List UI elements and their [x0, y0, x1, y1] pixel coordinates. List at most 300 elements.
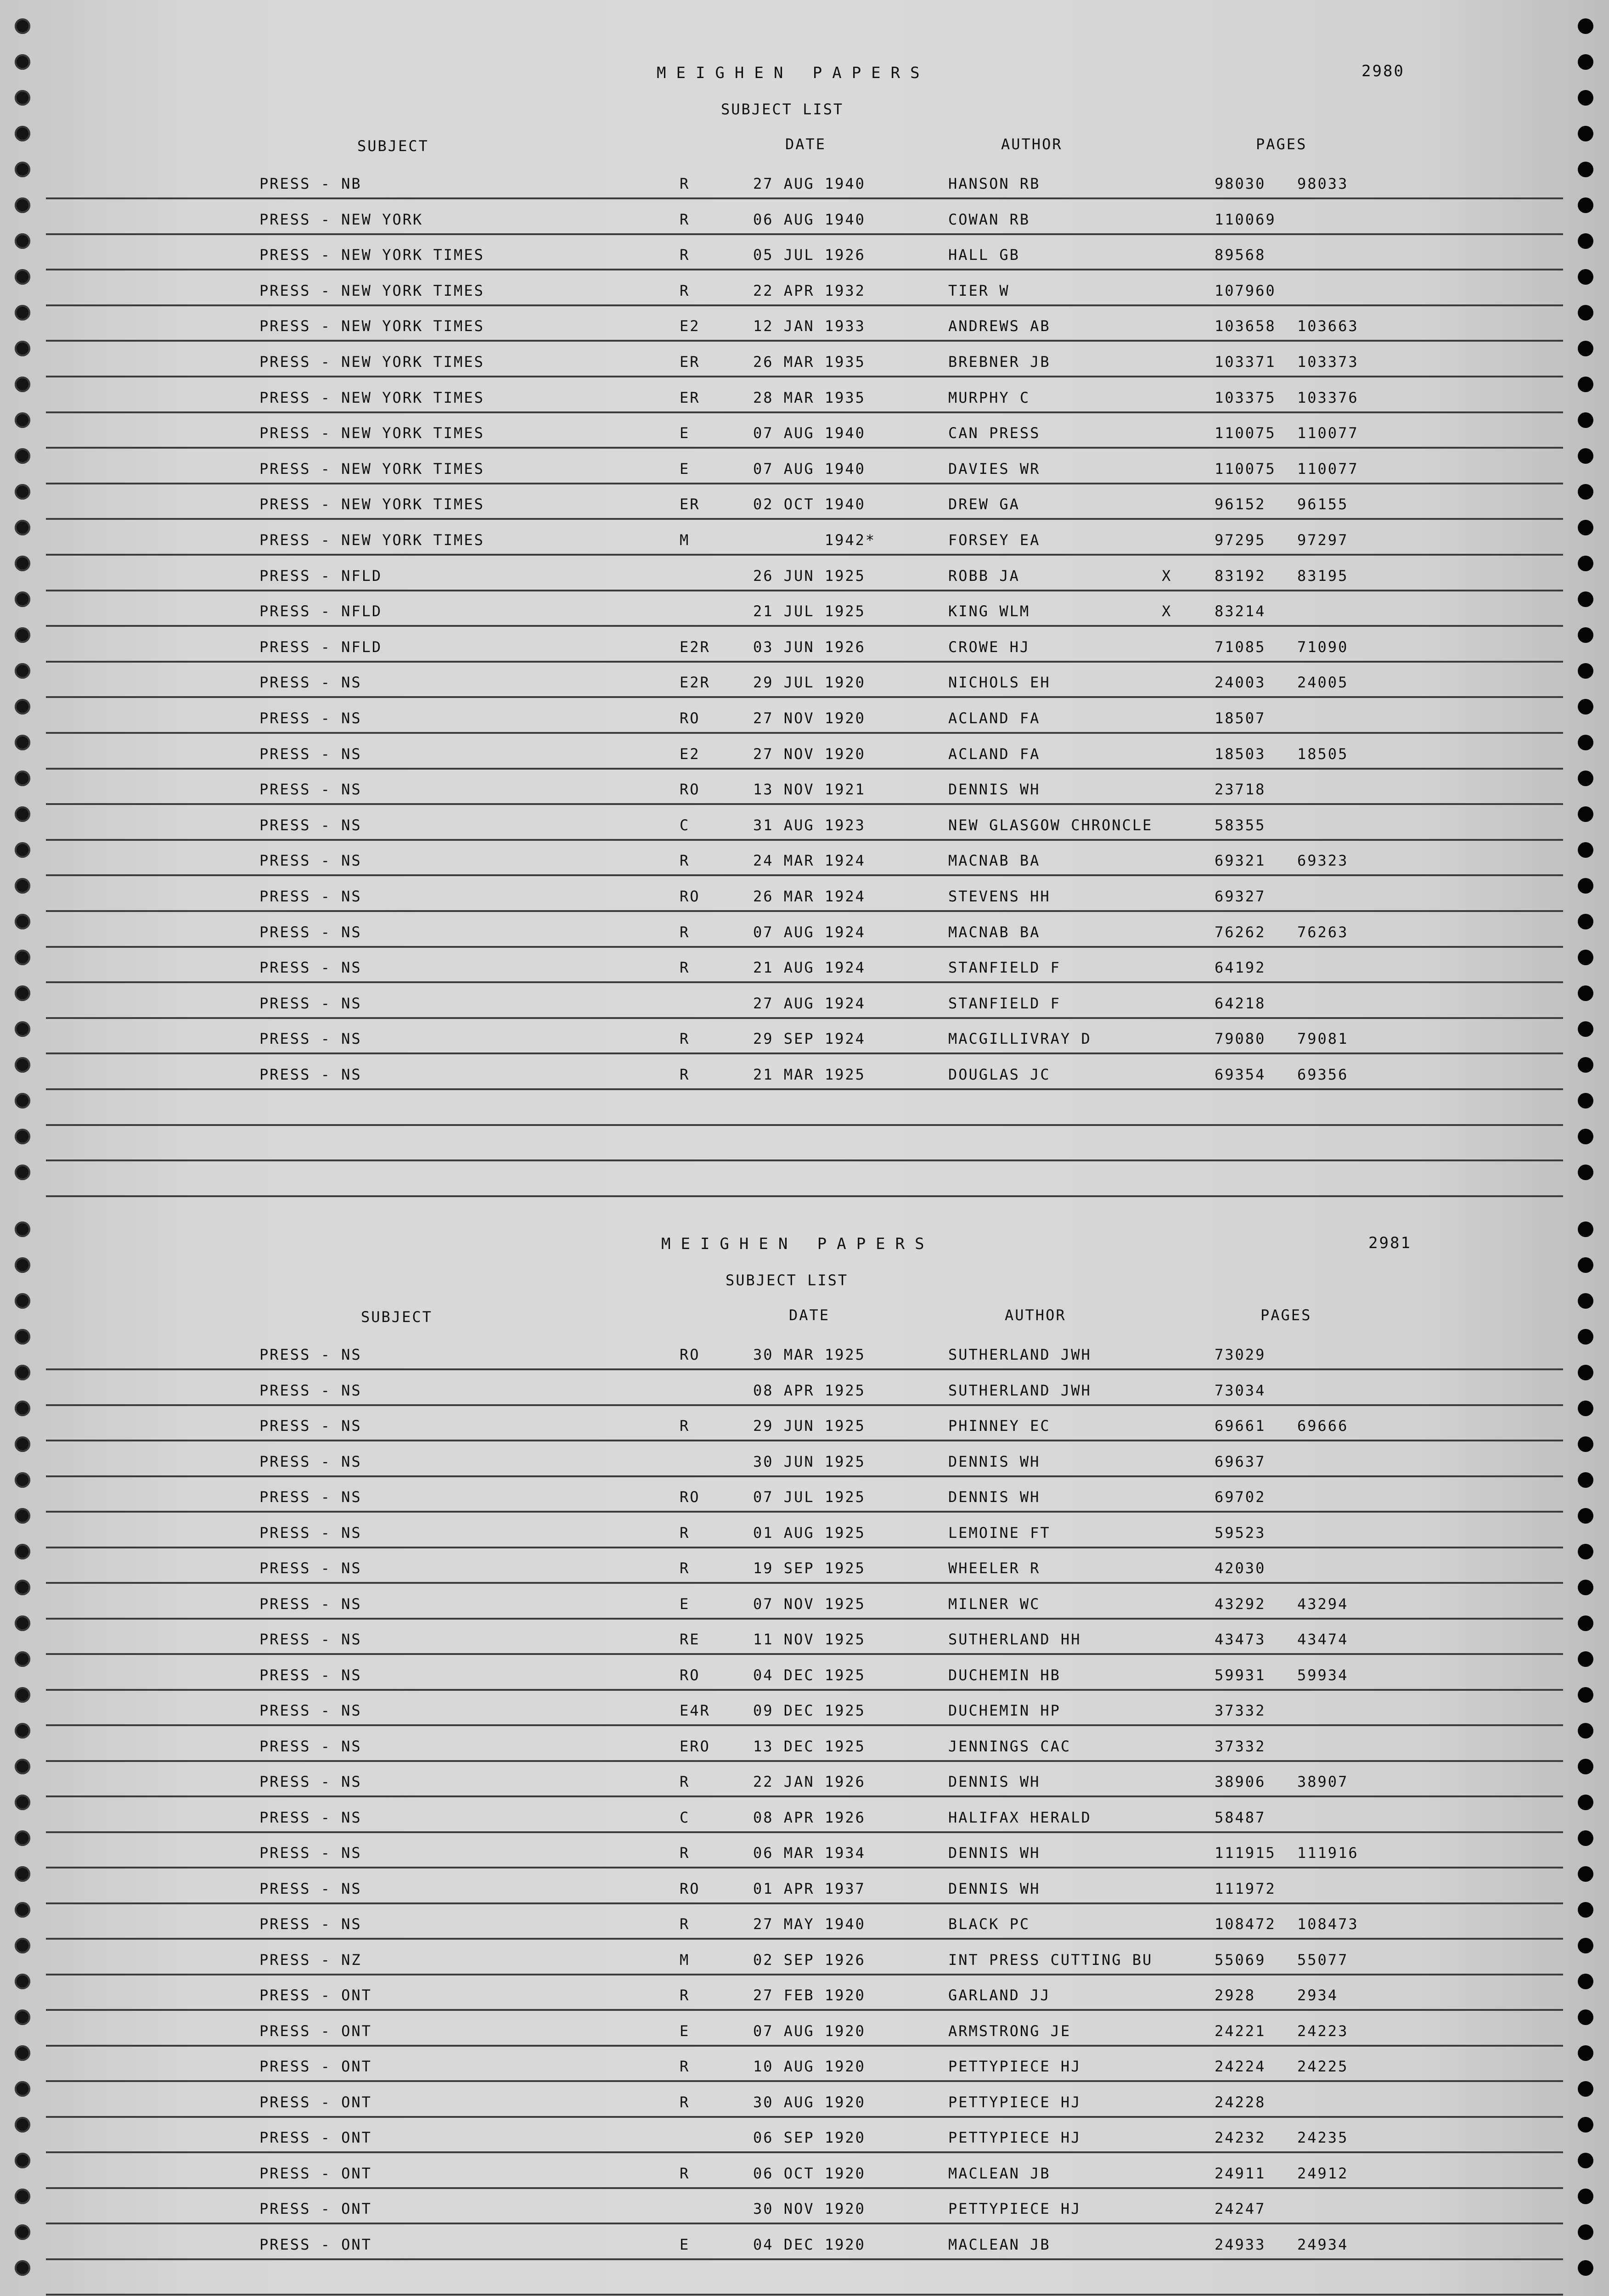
row-page-start: 24221: [1215, 2022, 1266, 2040]
row-author: MACNAB BA: [948, 923, 1041, 941]
row-page-start: 103371: [1215, 353, 1276, 371]
table-row: [0, 2057, 1609, 2093]
row-page-start: 103375: [1215, 388, 1276, 406]
row-subject: PRESS - NS: [259, 1844, 362, 1862]
row-subject: PRESS - NS: [259, 888, 362, 905]
row-author: PETTYPIECE HJ: [948, 2093, 1081, 2111]
row-rule-line: [46, 2066, 1563, 2082]
row-rule-line: [46, 754, 1563, 770]
row-subject: PRESS - NS: [259, 1452, 362, 1470]
row-subject: PRESS - NS: [259, 816, 362, 834]
row-date: 21 MAR 1925: [753, 1066, 866, 1083]
table-row: [0, 424, 1609, 460]
row-page-end: 69666: [1297, 1417, 1349, 1435]
row-subject: PRESS - ONT: [259, 2129, 372, 2146]
empty-rule-line: [46, 1182, 1563, 1197]
row-page-start: 69637: [1215, 1452, 1266, 1470]
row-page-end: 98033: [1297, 175, 1349, 192]
row-type-code: R: [680, 210, 690, 228]
table-row: [0, 2164, 1609, 2200]
row-subject: PRESS - NS: [259, 1666, 362, 1684]
table-row: [0, 531, 1609, 567]
table-row: [0, 460, 1609, 495]
sheet-2981: [0, 1203, 1609, 2296]
row-rule-line: [46, 789, 1563, 805]
row-page-start: 110075: [1215, 460, 1276, 478]
row-subject: PRESS - NEW YORK TIMES: [259, 353, 484, 371]
table-row: [0, 638, 1609, 674]
row-rule-line: [46, 1039, 1563, 1054]
row-author: INT PRESS CUTTING BU: [948, 1951, 1153, 1969]
row-rule-line: [46, 1075, 1563, 1090]
row-subject: PRESS - NS: [259, 1702, 362, 1719]
row-date: 29 SEP 1924: [753, 1030, 866, 1048]
row-page-start: 18507: [1215, 709, 1266, 727]
row-type-code: E: [680, 2022, 690, 2040]
row-page-end: 71090: [1297, 638, 1349, 656]
row-date: 13 DEC 1925: [753, 1737, 866, 1755]
table-row: [0, 851, 1609, 887]
row-page-start: 111972: [1215, 1880, 1276, 1897]
row-subject: PRESS - NS: [259, 1631, 362, 1648]
subject-list-rows: [0, 1203, 1609, 2296]
row-page-start: 76262: [1215, 923, 1266, 941]
row-subject: PRESS - NEW YORK TIMES: [259, 460, 484, 478]
row-page-start: 73034: [1215, 1381, 1266, 1399]
row-type-code: E: [680, 1595, 690, 1613]
table-row: [0, 1030, 1609, 1065]
row-date: 29 JUN 1925: [753, 1417, 866, 1435]
row-page-end: 111916: [1297, 1844, 1359, 1862]
table-row: [0, 1381, 1609, 1417]
row-subject: PRESS - NS: [259, 852, 362, 870]
row-date: 13 NOV 1921: [753, 781, 866, 799]
row-type-code: RO: [680, 1880, 700, 1897]
row-rule-line: [46, 1924, 1563, 1940]
row-subject: PRESS - ONT: [259, 2164, 372, 2182]
table-row: [0, 1417, 1609, 1452]
row-rule-line: [46, 2031, 1563, 2047]
table-row: [0, 745, 1609, 781]
row-type-code: R: [680, 1524, 690, 1542]
row-author: TIER W: [948, 281, 1010, 299]
table-row: [0, 602, 1609, 638]
row-date: 22 JAN 1926: [753, 1773, 866, 1790]
row-date: 27 AUG 1924: [753, 994, 866, 1012]
row-type-code: R: [680, 1915, 690, 1933]
row-type-code: R: [680, 246, 690, 264]
row-subject: PRESS - NS: [259, 1524, 362, 1542]
row-type-code: R: [680, 2058, 690, 2075]
table-row: [0, 816, 1609, 852]
row-rule-line: [46, 1995, 1563, 2011]
row-rule-line: [46, 1853, 1563, 1868]
row-type-code: C: [680, 1808, 690, 1826]
row-rule-line: [46, 611, 1563, 627]
row-rule-line: [46, 219, 1563, 235]
row-date: 30 NOV 1920: [753, 2200, 866, 2217]
row-type-code: RO: [680, 1666, 700, 1684]
row-subject: PRESS - NS: [259, 1737, 362, 1755]
row-page-end: 2934: [1297, 1986, 1339, 2004]
row-date: 27 AUG 1940: [753, 175, 866, 192]
row-rule-line: [46, 647, 1563, 663]
row-page-end: 18505: [1297, 745, 1349, 763]
row-rule-line: [46, 1711, 1563, 1726]
column-header-author: AUTHOR: [1005, 1306, 1066, 1324]
table-row: [0, 1630, 1609, 1666]
row-author: HANSON RB: [948, 175, 1041, 192]
row-rule-line: [46, 1355, 1563, 1370]
row-date: 29 JUL 1920: [753, 674, 866, 692]
row-date: 26 MAR 1924: [753, 888, 866, 905]
row-page-end: 83195: [1297, 567, 1349, 585]
row-author: ACLAND FA: [948, 709, 1041, 727]
row-type-code: R: [680, 2164, 690, 2182]
row-rule-line: [46, 291, 1563, 306]
row-date: 1942*: [753, 531, 876, 549]
row-type-code: RE: [680, 1631, 700, 1648]
row-rule-line: [46, 932, 1563, 948]
row-page-start: 69354: [1215, 1066, 1266, 1083]
row-date: 07 AUG 1940: [753, 424, 866, 442]
row-rule-line: [46, 469, 1563, 484]
row-page-start: 83192: [1215, 567, 1266, 585]
table-row: [0, 1915, 1609, 1951]
row-date: 27 MAY 1940: [753, 1915, 866, 1933]
row-page-end: 24223: [1297, 2022, 1349, 2040]
row-type-code: E2R: [680, 638, 710, 656]
row-author: MILNER WC: [948, 1595, 1041, 1613]
row-author: ANDREWS AB: [948, 317, 1051, 335]
row-page-start: 42030: [1215, 1559, 1266, 1577]
row-page-start: 24003: [1215, 674, 1266, 692]
row-date: 09 DEC 1925: [753, 1702, 866, 1719]
row-type-code: R: [680, 1030, 690, 1048]
table-row: [0, 495, 1609, 531]
row-subject: PRESS - NS: [259, 1880, 362, 1897]
row-page-start: 58487: [1215, 1808, 1266, 1826]
row-date: 26 JUN 1925: [753, 567, 866, 585]
row-author: DAVIES WR: [948, 460, 1041, 478]
row-page-start: 43292: [1215, 1595, 1266, 1613]
row-subject: PRESS - ONT: [259, 2022, 372, 2040]
column-header-subject: SUBJECT: [357, 137, 429, 155]
row-page-end: 59934: [1297, 1666, 1349, 1684]
table-row: [0, 1880, 1609, 1915]
row-rule-line: [46, 1746, 1563, 1762]
row-page-start: 59523: [1215, 1524, 1266, 1542]
table-row: [0, 1773, 1609, 1808]
row-page-end: 38907: [1297, 1773, 1349, 1790]
row-author: COWAN RB: [948, 210, 1030, 228]
row-type-code: R: [680, 2093, 690, 2111]
row-page-start: 110069: [1215, 210, 1276, 228]
row-subject: PRESS - NEW YORK TIMES: [259, 531, 484, 549]
row-page-start: 107960: [1215, 281, 1276, 299]
row-subject: PRESS - NS: [259, 745, 362, 763]
row-rule-line: [46, 398, 1563, 413]
table-row: [0, 1844, 1609, 1880]
row-type-code: ERO: [680, 1737, 710, 1755]
row-type-code: M: [680, 531, 690, 549]
row-type-code: R: [680, 1844, 690, 1862]
row-page-start: 69661: [1215, 1417, 1266, 1435]
table-row: [0, 1951, 1609, 1986]
row-author: PETTYPIECE HJ: [948, 2058, 1081, 2075]
row-date: 07 AUG 1924: [753, 923, 866, 941]
row-type-code: RO: [680, 1346, 700, 1363]
row-page-end: 69323: [1297, 852, 1349, 870]
table-row: [0, 994, 1609, 1030]
row-author: MACLEAN JB: [948, 2164, 1051, 2182]
row-rule-line: [46, 1390, 1563, 1406]
row-date: 01 APR 1937: [753, 1880, 866, 1897]
row-author: MACLEAN JB: [948, 2235, 1051, 2253]
row-date: 07 AUG 1920: [753, 2022, 866, 2040]
row-date: 08 APR 1925: [753, 1381, 866, 1399]
row-subject: PRESS - NB: [259, 175, 362, 192]
row-type-code: R: [680, 1986, 690, 2004]
row-rule-line: [46, 2173, 1563, 2189]
row-page-start: 38906: [1215, 1773, 1266, 1790]
row-page-end: 24235: [1297, 2129, 1349, 2146]
sheet-title: MEIGHEN PAPERS: [657, 64, 930, 82]
row-type-code: RO: [680, 888, 700, 905]
row-subject: PRESS - NZ: [259, 1951, 362, 1969]
row-page-start: 37332: [1215, 1702, 1266, 1719]
row-author: DENNIS WH: [948, 1880, 1041, 1897]
row-author: SUTHERLAND JWH: [948, 1346, 1091, 1363]
row-type-code: ER: [680, 353, 700, 371]
table-row: [0, 1595, 1609, 1631]
row-author: MACGILLIVRAY D: [948, 1030, 1091, 1048]
row-page-start: 24228: [1215, 2093, 1266, 2111]
row-subject: PRESS - ONT: [259, 1986, 372, 2004]
row-rule-line: [46, 1003, 1563, 1019]
row-page-start: 55069: [1215, 1951, 1266, 1969]
row-subject: PRESS - NS: [259, 959, 362, 977]
row-rule-line: [46, 1497, 1563, 1513]
column-header-pages: PAGES: [1256, 135, 1307, 153]
row-date: 08 APR 1926: [753, 1808, 866, 1826]
row-author: DUCHEMIN HP: [948, 1702, 1061, 1719]
row-author: PETTYPIECE HJ: [948, 2129, 1081, 2146]
row-subject: PRESS - NEW YORK TIMES: [259, 281, 484, 299]
row-page-start: 24224: [1215, 2058, 1266, 2075]
row-page-start: 110075: [1215, 424, 1276, 442]
table-row: [0, 2128, 1609, 2164]
row-author: LEMOINE FT: [948, 1524, 1051, 1542]
table-row: [0, 1737, 1609, 1773]
row-author: DREW GA: [948, 495, 1020, 513]
row-rule-line: [46, 1889, 1563, 1904]
row-page-start: 58355: [1215, 816, 1266, 834]
row-page-start: 43473: [1215, 1631, 1266, 1648]
row-date: 06 MAR 1934: [753, 1844, 866, 1862]
row-author: DOUGLAS JC: [948, 1066, 1051, 1083]
row-page-end: 110077: [1297, 424, 1359, 442]
row-subject: PRESS - NS: [259, 1808, 362, 1826]
row-date: 01 AUG 1925: [753, 1524, 866, 1542]
row-type-code: R: [680, 1066, 690, 1083]
row-x-mark: X: [1162, 602, 1172, 620]
row-subject: PRESS - NEW YORK TIMES: [259, 246, 484, 264]
row-type-code: ER: [680, 388, 700, 406]
row-rule-line: [46, 896, 1563, 912]
row-date: 02 OCT 1940: [753, 495, 866, 513]
row-type-code: R: [680, 175, 690, 192]
row-subject: PRESS - ONT: [259, 2058, 372, 2075]
row-author: GARLAND JJ: [948, 1986, 1051, 2004]
table-row: [0, 673, 1609, 709]
row-rule-line: [46, 2245, 1563, 2260]
row-page-start: 108472: [1215, 1915, 1276, 1933]
row-page-start: 24232: [1215, 2129, 1266, 2146]
row-rule-line: [46, 1533, 1563, 1548]
row-page-start: 98030: [1215, 175, 1266, 192]
row-type-code: E2: [680, 317, 700, 335]
empty-rule-line: [46, 1146, 1563, 1161]
row-author: PETTYPIECE HJ: [948, 2200, 1081, 2217]
table-row: [0, 887, 1609, 923]
row-type-code: E2R: [680, 674, 710, 692]
row-type-code: R: [680, 959, 690, 977]
row-date: 27 FEB 1920: [753, 1986, 866, 2004]
row-rule-line: [46, 184, 1563, 199]
row-type-code: RO: [680, 709, 700, 727]
table-row: [0, 1065, 1609, 1101]
row-author: DENNIS WH: [948, 1844, 1041, 1862]
row-author: STEVENS HH: [948, 888, 1051, 905]
table-row: [0, 210, 1609, 246]
column-header-date: DATE: [785, 135, 827, 153]
row-page-end: 79081: [1297, 1030, 1349, 1048]
empty-rule-line: [46, 1110, 1563, 1126]
row-subject: PRESS - NEW YORK TIMES: [259, 424, 484, 442]
row-author: MACNAB BA: [948, 852, 1041, 870]
row-subject: PRESS - NEW YORK TIMES: [259, 317, 484, 335]
row-page-start: 97295: [1215, 531, 1266, 549]
row-type-code: R: [680, 1773, 690, 1790]
row-subject: PRESS - NEW YORK TIMES: [259, 495, 484, 513]
row-rule-line: [46, 1568, 1563, 1584]
row-page-start: 111915: [1215, 1844, 1276, 1862]
row-date: 06 SEP 1920: [753, 2129, 866, 2146]
row-date: 07 JUL 1925: [753, 1488, 866, 1506]
row-subject: PRESS - NS: [259, 1773, 362, 1790]
row-author: SUTHERLAND JWH: [948, 1381, 1091, 1399]
table-row: [0, 780, 1609, 816]
row-type-code: E: [680, 2235, 690, 2253]
row-page-start: 103658: [1215, 317, 1276, 335]
row-page-end: 103663: [1297, 317, 1359, 335]
row-date: 26 MAR 1935: [753, 353, 866, 371]
row-type-code: R: [680, 281, 690, 299]
row-type-code: M: [680, 1951, 690, 1969]
table-row: [0, 353, 1609, 388]
row-author: NEW GLASGOW CHRONCLE: [948, 816, 1153, 834]
row-rule-line: [46, 1675, 1563, 1691]
row-page-end: 43474: [1297, 1631, 1349, 1648]
row-page-end: 108473: [1297, 1915, 1359, 1933]
row-date: 07 AUG 1940: [753, 460, 866, 478]
row-subject: PRESS - NFLD: [259, 638, 383, 656]
row-page-end: 110077: [1297, 460, 1359, 478]
column-header-author: AUTHOR: [1001, 135, 1063, 153]
row-date: 28 MAR 1935: [753, 388, 866, 406]
row-date: 05 JUL 1926: [753, 246, 866, 264]
row-page-start: 79080: [1215, 1030, 1266, 1048]
row-subject: PRESS - ONT: [259, 2093, 372, 2111]
row-type-code: R: [680, 923, 690, 941]
row-date: 12 JAN 1933: [753, 317, 866, 335]
row-rule-line: [46, 825, 1563, 841]
row-rule-line: [46, 1782, 1563, 1797]
row-subject: PRESS - NS: [259, 1488, 362, 1506]
row-date: 19 SEP 1925: [753, 1559, 866, 1577]
row-rule-line: [46, 2102, 1563, 2118]
row-date: 04 DEC 1920: [753, 2235, 866, 2253]
row-subject: PRESS - NFLD: [259, 602, 383, 620]
row-type-code: ER: [680, 495, 700, 513]
row-rule-line: [46, 1818, 1563, 1833]
sheet-page-number: 2980: [1361, 62, 1405, 80]
row-type-code: E: [680, 460, 690, 478]
row-page-end: 103373: [1297, 353, 1359, 371]
row-rule-line: [46, 1426, 1563, 1441]
table-row: [0, 2200, 1609, 2235]
row-page-start: 24247: [1215, 2200, 1266, 2217]
row-page-end: 24225: [1297, 2058, 1349, 2075]
row-page-start: 89568: [1215, 246, 1266, 264]
row-author: STANFIELD F: [948, 959, 1061, 977]
row-subject: PRESS - NS: [259, 1066, 362, 1083]
row-page-start: 24911: [1215, 2164, 1266, 2182]
row-subject: PRESS - NS: [259, 1915, 362, 1933]
table-row: [0, 1488, 1609, 1524]
column-header-date: DATE: [789, 1306, 830, 1324]
row-author: BREBNER JB: [948, 353, 1051, 371]
row-page-end: 97297: [1297, 531, 1349, 549]
table-row: [0, 317, 1609, 353]
row-date: 22 APR 1932: [753, 281, 866, 299]
row-page-start: 18503: [1215, 745, 1266, 763]
row-date: 21 AUG 1924: [753, 959, 866, 977]
row-author: DENNIS WH: [948, 781, 1041, 799]
row-subject: PRESS - NS: [259, 1417, 362, 1435]
sheet-subtitle: SUBJECT LIST: [726, 1272, 849, 1289]
row-page-end: 24912: [1297, 2164, 1349, 2182]
row-rule-line: [46, 1462, 1563, 1477]
row-date: 03 JUN 1926: [753, 638, 866, 656]
row-author: NICHOLS EH: [948, 674, 1051, 692]
table-row: [0, 709, 1609, 745]
row-subject: PRESS - NS: [259, 709, 362, 727]
row-page-start: 71085: [1215, 638, 1266, 656]
table-row: [0, 958, 1609, 994]
table-row: [0, 1345, 1609, 1381]
row-author: CROWE HJ: [948, 638, 1030, 656]
row-date: 06 AUG 1940: [753, 210, 866, 228]
row-author: WHEELER R: [948, 1559, 1041, 1577]
row-date: 04 DEC 1925: [753, 1666, 866, 1684]
row-author: JENNINGS CAC: [948, 1737, 1071, 1755]
row-page-start: 2928: [1215, 1986, 1256, 2004]
row-type-code: RO: [680, 781, 700, 799]
table-row: [0, 1524, 1609, 1559]
row-subject: PRESS - ONT: [259, 2200, 372, 2217]
